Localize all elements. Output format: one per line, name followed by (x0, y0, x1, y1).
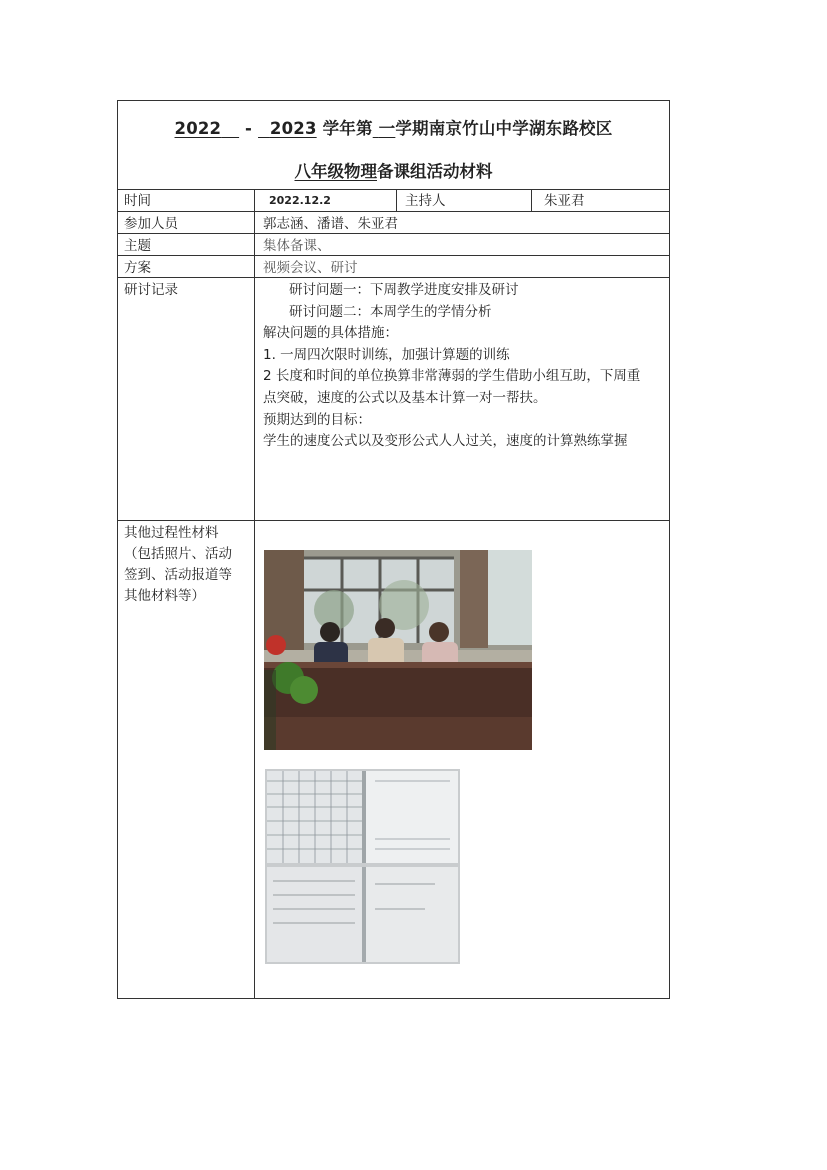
form-header (118, 101, 669, 190)
plan-label: 方案 (118, 256, 255, 277)
sign-in-sheet-photo (265, 769, 460, 964)
time-label: 时间 (118, 189, 255, 211)
participants-row (118, 212, 669, 234)
question-2: 研讨问题二：本周学生的学情分析 (289, 303, 492, 320)
record-content (263, 280, 665, 453)
meeting-photo (264, 550, 532, 750)
year-start: 2022 (174, 119, 222, 138)
participants-label: 参加人员 (118, 212, 255, 233)
measures-heading: 解决问题的具体措施： (263, 325, 398, 342)
title-line-1: 2022 - 2023 学年第 一学期南京竹山中学湖东路校区 (174, 119, 613, 138)
measure-2-line-a: 2 长度和时间的单位换算非常薄弱的学生借助小组互助，下周重 (263, 368, 641, 385)
title-tail: 学期南京竹山中学湖东路校区 (395, 119, 613, 138)
plan-value: 视频会议、研讨 (263, 260, 358, 276)
materials-row (118, 521, 669, 998)
activity-record-form (117, 100, 670, 999)
date-value: 2022.12.2 (256, 189, 397, 211)
measure-1: 1. 一周四次限时训练，加强计算题的训练 (263, 346, 510, 363)
title-line-2 (118, 158, 669, 182)
theme-label: 主题 (118, 234, 255, 255)
question-1: 研讨问题一：下周教学进度安排及研讨 (289, 282, 519, 298)
participants-value: 郭志涵、潘谱、朱亚君 (263, 216, 398, 232)
goal-heading: 预期达到的目标： (263, 411, 371, 428)
materials-label: 其他过程性材料 （包括照片、活动 签到、活动报道等 其他材料等） (118, 521, 255, 998)
record-label: 研讨记录 (118, 278, 255, 520)
host-name: 朱亚君 (544, 193, 585, 209)
meeting-photo-illustration (264, 550, 532, 750)
host-label: 主持人 (398, 189, 532, 211)
measure-2-line-b: 点突破，速度的公式以及基本计算一对一帮扶。 (263, 389, 547, 406)
term-number: 一 (378, 119, 396, 138)
plan-row (118, 256, 669, 278)
grade-subject: 八年级物理 (294, 162, 377, 181)
theme-value: 集体备课、 (263, 238, 331, 254)
year-end: 2023 (269, 119, 317, 138)
theme-row (118, 234, 669, 256)
time-row (118, 189, 669, 212)
record-row (118, 278, 669, 521)
title-line2-tail: 备课组活动材料 (377, 162, 493, 181)
sign-in-sheet-illustration (265, 769, 460, 964)
goal-text: 学生的速度公式以及变形公式人人过关，速度的计算熟练掌握 (263, 433, 628, 450)
